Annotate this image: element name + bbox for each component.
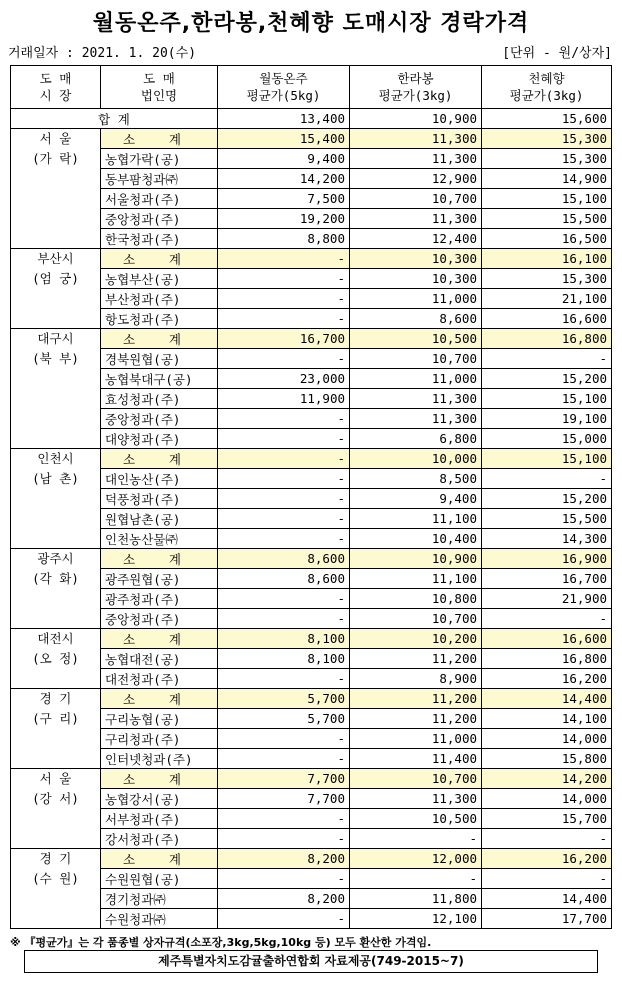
hallabong-price: 10,300 — [350, 269, 482, 289]
hallabong-price: 11,300 — [350, 389, 482, 409]
corp-name: 대인농산(주) — [101, 469, 218, 489]
mandarin-price: 8,100 — [218, 649, 350, 669]
cheonhyehyang-price: 14,000 — [482, 789, 612, 809]
corp-name: 수원청과㈜ — [101, 909, 218, 929]
market-cell — [11, 769, 101, 849]
header-row — [11, 66, 612, 109]
mandarin-price: 19,200 — [218, 209, 350, 229]
mandarin-price: - — [218, 829, 350, 849]
hallabong-price: 10,300 — [350, 249, 482, 269]
cheonhyehyang-price: 15,100 — [482, 389, 612, 409]
subtotal-label: 소 계 — [101, 329, 218, 349]
mandarin-price: - — [218, 469, 350, 489]
cheonhyehyang-price: 15,100 — [482, 189, 612, 209]
cheonhyehyang-price: 16,800 — [482, 649, 612, 669]
mandarin-price: - — [218, 269, 350, 289]
cheonhyehyang-price: 16,500 — [482, 229, 612, 249]
hallabong-price: 11,100 — [350, 509, 482, 529]
mandarin-price: - — [218, 349, 350, 369]
table-row — [11, 509, 612, 529]
cheonhyehyang-price: - — [482, 609, 612, 629]
corp-name: 인천농산물㈜ — [101, 529, 218, 549]
table-row — [11, 149, 612, 169]
corp-name: 광주청과(주) — [101, 589, 218, 609]
mandarin-price: 7,500 — [218, 189, 350, 209]
table-row — [11, 829, 612, 849]
table-row — [11, 669, 612, 689]
header-corp: 도 매 법인명 — [101, 66, 218, 109]
table-row — [11, 489, 612, 509]
corp-name: 농협가락(공) — [101, 149, 218, 169]
market-label: 서 울 — [39, 771, 72, 786]
hallabong-price: 12,100 — [350, 909, 482, 929]
corp-name: 강서청과(주) — [101, 829, 218, 849]
market-cell — [11, 629, 101, 689]
mandarin-price: - — [218, 669, 350, 689]
subtotal-label: 소 계 — [101, 849, 218, 869]
hallabong-price: 8,600 — [350, 309, 482, 329]
cheonhyehyang-price: - — [482, 829, 612, 849]
mandarin-price: 8,600 — [218, 549, 350, 569]
corp-name: 대양청과(주) — [101, 429, 218, 449]
mandarin-price: - — [218, 529, 350, 549]
cheonhyehyang-price: 16,800 — [482, 329, 612, 349]
total-row — [11, 109, 612, 129]
table-row — [11, 209, 612, 229]
header-hallabong: 한라봉 평균가(3kg) — [350, 66, 482, 109]
market-label: 경 기 — [39, 851, 72, 866]
subtotal-row — [11, 549, 612, 569]
subtotal-row — [11, 249, 612, 269]
table-row — [11, 529, 612, 549]
market-label: (남 촌) — [32, 471, 79, 486]
mandarin-price: 14,200 — [218, 169, 350, 189]
cheonhyehyang-price: 15,500 — [482, 509, 612, 529]
market-label: (수 원) — [32, 871, 79, 886]
hallabong-price: 11,300 — [350, 149, 482, 169]
cheonhyehyang-price: 14,300 — [482, 529, 612, 549]
hallabong-price: 11,000 — [350, 729, 482, 749]
page-title: 월동온주,한라봉,천혜향 도매시장 경락가격 — [92, 11, 530, 36]
cheonhyehyang-price: 16,100 — [482, 249, 612, 269]
table-row — [11, 649, 612, 669]
cheonhyehyang-price: 21,100 — [482, 289, 612, 309]
corp-name: 항도청과(주) — [101, 309, 218, 329]
hallabong-price: 8,500 — [350, 469, 482, 489]
market-label: 광주시 — [37, 551, 74, 566]
cheonhyehyang-price: 19,100 — [482, 409, 612, 429]
table-row — [11, 369, 612, 389]
cheonhyehyang-price: - — [482, 869, 612, 889]
mandarin-price: - — [218, 429, 350, 449]
hallabong-price: 11,400 — [350, 749, 482, 769]
corp-name: 경기청과㈜ — [101, 889, 218, 909]
mandarin-price: - — [218, 869, 350, 889]
table-row — [11, 349, 612, 369]
cheonhyehyang-price: 16,700 — [482, 569, 612, 589]
subtotal-label: 소 계 — [101, 249, 218, 269]
mandarin-price: 7,700 — [218, 789, 350, 809]
cheonhyehyang-price: 15,200 — [482, 489, 612, 509]
mandarin-price: 11,900 — [218, 389, 350, 409]
cheonhyehyang-price: 15,000 — [482, 429, 612, 449]
corp-name: 구리농협(공) — [101, 709, 218, 729]
cheonhyehyang-price: 15,800 — [482, 749, 612, 769]
footnote: ※ 『평균가』는 각 품종별 상자규격(소포장,3kg,5kg,10kg 등) 모두 환산한 가격임. — [10, 936, 432, 949]
table-row — [11, 289, 612, 309]
corp-name: 중앙청과(주) — [101, 209, 218, 229]
cheonhyehyang-price: 16,600 — [482, 309, 612, 329]
total-label: 합 계 — [11, 109, 218, 129]
source-box: 제주특별자치도감귤출하연합회 자료제공(749-2015~7) — [24, 950, 598, 973]
hallabong-price: 9,400 — [350, 489, 482, 509]
hallabong-price: - — [350, 829, 482, 849]
table-row — [11, 469, 612, 489]
hallabong-price: 10,000 — [350, 449, 482, 469]
cheonhyehyang-price: 15,300 — [482, 149, 612, 169]
hallabong-price: 12,400 — [350, 229, 482, 249]
table-row — [11, 409, 612, 429]
hallabong-price: 10,700 — [350, 349, 482, 369]
header-mandarin: 월동온주 평균가(5kg) — [218, 66, 350, 109]
unit-label: [단위 - 원/상자] — [502, 46, 612, 61]
trade-date: 거래일자 : 2021. 1. 20(수) — [8, 46, 197, 61]
cheonhyehyang-price: 16,200 — [482, 849, 612, 869]
hallabong-price: 10,700 — [350, 189, 482, 209]
cheonhyehyang-price: 14,400 — [482, 689, 612, 709]
hallabong-price: 11,200 — [350, 689, 482, 709]
market-cell — [11, 129, 101, 249]
mandarin-price: 9,400 — [218, 149, 350, 169]
cheonhyehyang-price: 16,200 — [482, 669, 612, 689]
hallabong-price: 12,900 — [350, 169, 482, 189]
corp-name: 농협대전(공) — [101, 649, 218, 669]
mandarin-price: 5,700 — [218, 689, 350, 709]
corp-name: 광주원협(공) — [101, 569, 218, 589]
cheonhyehyang-price: 15,500 — [482, 209, 612, 229]
market-label: 경 기 — [39, 691, 72, 706]
total-hallabong: 10,900 — [350, 109, 482, 129]
subtotal-label: 소 계 — [101, 449, 218, 469]
table-row — [11, 429, 612, 449]
table-row — [11, 169, 612, 189]
cheonhyehyang-price: 14,900 — [482, 169, 612, 189]
hallabong-price: 6,800 — [350, 429, 482, 449]
market-label: (가 락) — [32, 151, 79, 166]
hallabong-price: 10,700 — [350, 769, 482, 789]
table-row — [11, 229, 612, 249]
subtotal-label: 소 계 — [101, 769, 218, 789]
hallabong-price: 11,300 — [350, 209, 482, 229]
market-label: (각 화) — [32, 571, 79, 586]
cheonhyehyang-price: 16,600 — [482, 629, 612, 649]
table-row — [11, 609, 612, 629]
market-cell — [11, 249, 101, 329]
hallabong-price: 11,300 — [350, 789, 482, 809]
market-label: 서 울 — [39, 131, 72, 146]
subtotal-label: 소 계 — [101, 629, 218, 649]
market-label: 부산시 — [37, 251, 74, 266]
mandarin-price: - — [218, 409, 350, 429]
table-row — [11, 749, 612, 769]
hallabong-price: 12,000 — [350, 849, 482, 869]
corp-name: 농협부산(공) — [101, 269, 218, 289]
mandarin-price: - — [218, 289, 350, 309]
cheonhyehyang-price: 14,400 — [482, 889, 612, 909]
mandarin-price: 7,700 — [218, 769, 350, 789]
subtotal-row — [11, 449, 612, 469]
cheonhyehyang-price: 15,200 — [482, 369, 612, 389]
mandarin-price: - — [218, 309, 350, 329]
hallabong-price: 11,100 — [350, 569, 482, 589]
cheonhyehyang-price: 21,900 — [482, 589, 612, 609]
mandarin-price: - — [218, 729, 350, 749]
mandarin-price: - — [218, 609, 350, 629]
subtotal-row — [11, 329, 612, 349]
market-label: (북 부) — [32, 351, 79, 366]
market-label: 대전시 — [37, 631, 74, 646]
mandarin-price: - — [218, 749, 350, 769]
mandarin-price: 8,100 — [218, 629, 350, 649]
hallabong-price: 11,800 — [350, 889, 482, 909]
corp-name: 농협북대구(공) — [101, 369, 218, 389]
market-label: (강 서) — [32, 791, 79, 806]
corp-name: 효성청과(주) — [101, 389, 218, 409]
table-row — [11, 789, 612, 809]
mandarin-price: 15,400 — [218, 129, 350, 149]
market-label: 인천시 — [37, 451, 74, 466]
corp-name: 농협강서(공) — [101, 789, 218, 809]
mandarin-price: 8,200 — [218, 889, 350, 909]
mandarin-price: - — [218, 809, 350, 829]
hallabong-price: 11,300 — [350, 409, 482, 429]
hallabong-price: 8,900 — [350, 669, 482, 689]
table-row — [11, 309, 612, 329]
cheonhyehyang-price: 15,300 — [482, 269, 612, 289]
corp-name: 대전청과(주) — [101, 669, 218, 689]
market-cell — [11, 549, 101, 629]
hallabong-price: 10,700 — [350, 609, 482, 629]
mandarin-price: 16,700 — [218, 329, 350, 349]
header-market: 도 매 시 장 — [11, 66, 101, 109]
header-cheonhyehyang: 천혜향 평균가(3kg) — [482, 66, 612, 109]
mandarin-price: - — [218, 589, 350, 609]
corp-name: 원협남촌(공) — [101, 509, 218, 529]
total-cheonhyehyang: 15,600 — [482, 109, 612, 129]
corp-name: 동부팜청과㈜ — [101, 169, 218, 189]
mandarin-price: - — [218, 249, 350, 269]
corp-name: 경북원협(공) — [101, 349, 218, 369]
cheonhyehyang-price: 14,100 — [482, 709, 612, 729]
subtotal-row — [11, 129, 612, 149]
mandarin-price: - — [218, 509, 350, 529]
cheonhyehyang-price: 15,300 — [482, 129, 612, 149]
cheonhyehyang-price: - — [482, 349, 612, 369]
mandarin-price: - — [218, 489, 350, 509]
corp-name: 서부청과(주) — [101, 809, 218, 829]
subtotal-label: 소 계 — [101, 689, 218, 709]
subtotal-label: 소 계 — [101, 129, 218, 149]
mandarin-price: 8,600 — [218, 569, 350, 589]
table-row — [11, 589, 612, 609]
market-label: (오 정) — [32, 651, 79, 666]
total-mandarin: 13,400 — [218, 109, 350, 129]
subtotal-label: 소 계 — [101, 549, 218, 569]
hallabong-price: 10,800 — [350, 589, 482, 609]
corp-name: 중앙청과(주) — [101, 609, 218, 629]
market-label: 대구시 — [37, 331, 74, 346]
hallabong-price: 11,200 — [350, 709, 482, 729]
table-row — [11, 569, 612, 589]
cheonhyehyang-price: 17,700 — [482, 909, 612, 929]
mandarin-price: 8,200 — [218, 849, 350, 869]
mandarin-price: 5,700 — [218, 709, 350, 729]
price-table — [10, 65, 612, 929]
subtotal-row — [11, 629, 612, 649]
cheonhyehyang-price: - — [482, 469, 612, 489]
hallabong-price: 11,000 — [350, 369, 482, 389]
cheonhyehyang-price: 14,000 — [482, 729, 612, 749]
hallabong-price: 10,400 — [350, 529, 482, 549]
mandarin-price: 8,800 — [218, 229, 350, 249]
cheonhyehyang-price: 15,700 — [482, 809, 612, 829]
table-row — [11, 809, 612, 829]
hallabong-price: 11,300 — [350, 129, 482, 149]
table-row — [11, 269, 612, 289]
table-row — [11, 729, 612, 749]
corp-name: 구리청과(주) — [101, 729, 218, 749]
cheonhyehyang-price: 16,900 — [482, 549, 612, 569]
hallabong-price: 10,500 — [350, 329, 482, 349]
corp-name: 서울청과(주) — [101, 189, 218, 209]
table-row — [11, 389, 612, 409]
table-row — [11, 889, 612, 909]
subtotal-row — [11, 849, 612, 869]
hallabong-price: 10,900 — [350, 549, 482, 569]
market-cell — [11, 329, 101, 449]
corp-name: 덕풍청과(주) — [101, 489, 218, 509]
hallabong-price: 10,200 — [350, 629, 482, 649]
mandarin-price: - — [218, 909, 350, 929]
market-cell — [11, 849, 101, 929]
table-row — [11, 709, 612, 729]
cheonhyehyang-price: 15,100 — [482, 449, 612, 469]
subtotal-row — [11, 769, 612, 789]
hallabong-price: 11,200 — [350, 649, 482, 669]
corp-name: 한국청과(주) — [101, 229, 218, 249]
market-cell — [11, 449, 101, 549]
table-row — [11, 189, 612, 209]
corp-name: 인터넷청과(주) — [101, 749, 218, 769]
corp-name: 중앙청과(주) — [101, 409, 218, 429]
corp-name: 수원원협(공) — [101, 869, 218, 889]
corp-name: 부산청과(주) — [101, 289, 218, 309]
cheonhyehyang-price: 14,200 — [482, 769, 612, 789]
table-row — [11, 909, 612, 929]
subtotal-row — [11, 689, 612, 709]
hallabong-price: 11,000 — [350, 289, 482, 309]
market-label: (엄 궁) — [32, 271, 79, 286]
market-label: (구 리) — [32, 711, 79, 726]
market-cell — [11, 689, 101, 769]
mandarin-price: - — [218, 449, 350, 469]
mandarin-price: 23,000 — [218, 369, 350, 389]
hallabong-price: - — [350, 869, 482, 889]
table-row — [11, 869, 612, 889]
hallabong-price: 10,500 — [350, 809, 482, 829]
